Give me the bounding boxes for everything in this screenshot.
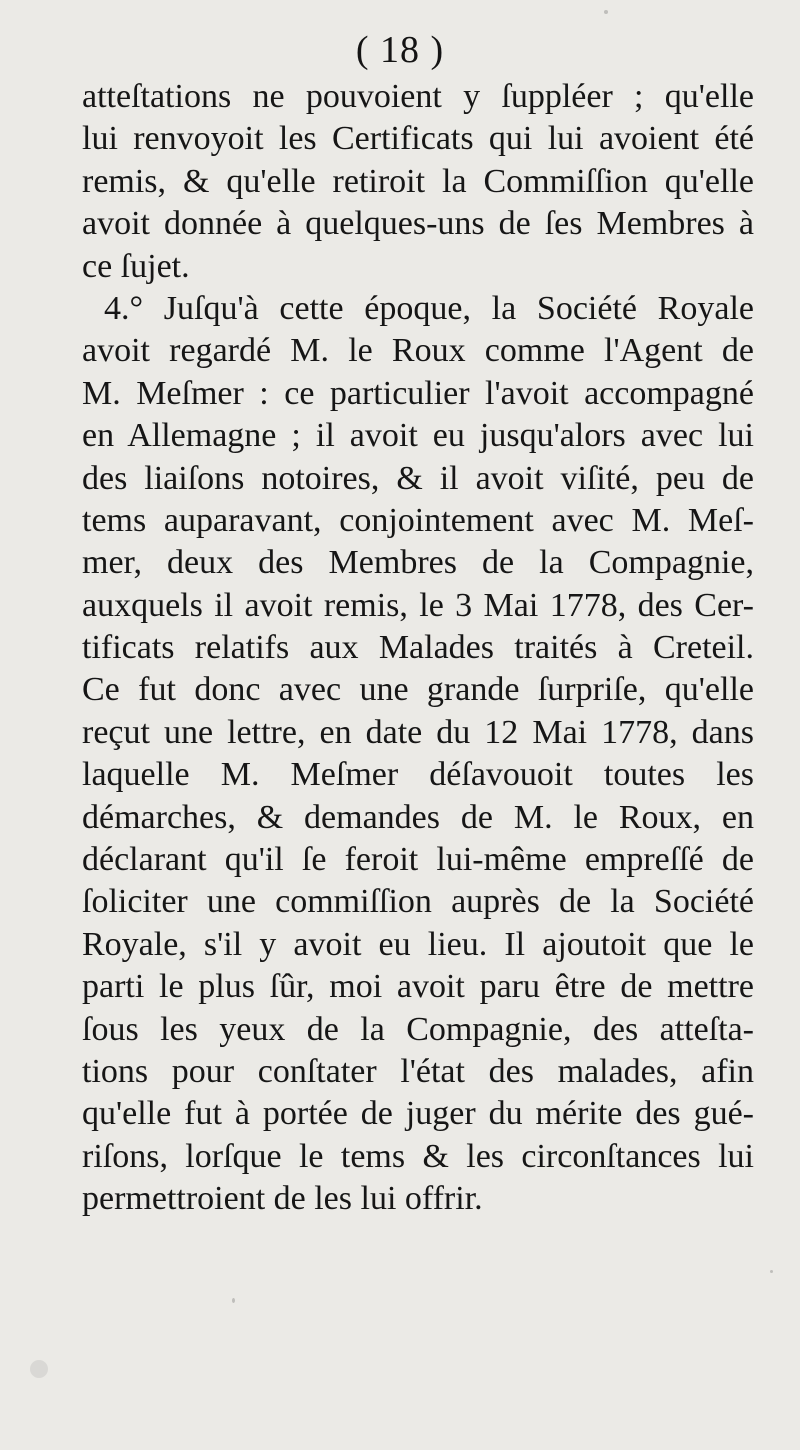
body-text: [82, 76, 754, 1221]
text-line: atteſtations ne pouvoient y ſuppléer ; qu'elle: [82, 78, 754, 115]
text-line: parti le plus ſûr, moi avoit paru être de mettre: [82, 968, 754, 1006]
text-line: déclarant qu'il ſe feroit lui-même empreſſé de: [82, 841, 754, 879]
paper-speck: [232, 1298, 235, 1303]
page-number: ( 18 ): [355, 29, 445, 71]
text-line: riſons, lorſque le tems & les circonſtances lui: [82, 1137, 754, 1175]
text-line: remis, & qu'elle retiroit la Commiſſion qu'elle: [82, 162, 754, 200]
paragraph-start: 4.° Juſqu'à cette époque, la Société Royale: [104, 289, 754, 327]
paper-speck: [770, 1270, 773, 1273]
paper-speck: [604, 10, 608, 14]
text-line: tions pour conſtater l'état des malades, afin: [82, 1052, 754, 1090]
text-line: avoit regardé M. le Roux comme l'Agent de: [82, 332, 754, 370]
text-line: auxquels il avoit remis, le 3 Mai 1778, des Cer-: [82, 586, 754, 624]
text-line: avoit donnée à quelques-uns de ſes Membres à: [82, 205, 754, 243]
text-line: ſoliciter une commiſſion auprès de la Société: [82, 883, 754, 921]
text-line: démarches, & demandes de M. le Roux, en: [82, 798, 754, 836]
text-line: ſous les yeux de la Compagnie, des atteſta-: [82, 1010, 754, 1048]
text-line: mer, deux des Membres de la Compagnie,: [82, 544, 754, 582]
text-line: tems auparavant, conjointement avec M. Meſ-: [82, 501, 754, 539]
text-line: Ce fut donc avec une grande ſurpriſe, qu'elle: [82, 671, 754, 709]
text-line: lui renvoyoit les Certificats qui lui avoient été: [82, 120, 754, 158]
text-line: ce ſujet.: [82, 247, 190, 285]
paper-speck: [30, 1360, 48, 1378]
text-line: laquelle M. Meſmer déſavouoit toutes les: [82, 756, 754, 794]
text-line: Royale, s'il y avoit eu lieu. Il ajoutoit que le: [82, 925, 754, 963]
text-line: en Allemagne ; il avoit eu jusqu'alors avec lui: [82, 417, 754, 455]
text-line: permettroient de les lui offrir.: [82, 1180, 483, 1218]
text-line: qu'elle fut à portée de juger du mérite des gué-: [82, 1095, 754, 1133]
text-line: M. Meſmer : ce particulier l'avoit accompagné: [82, 374, 754, 412]
text-line: reçut une lettre, en date du 12 Mai 1778, dans: [82, 713, 754, 751]
text-line: tificats relatifs aux Malades traités à Creteil.: [82, 629, 754, 667]
text-line: des liaiſons notoires, & il avoit viſité, peu de: [82, 459, 754, 497]
